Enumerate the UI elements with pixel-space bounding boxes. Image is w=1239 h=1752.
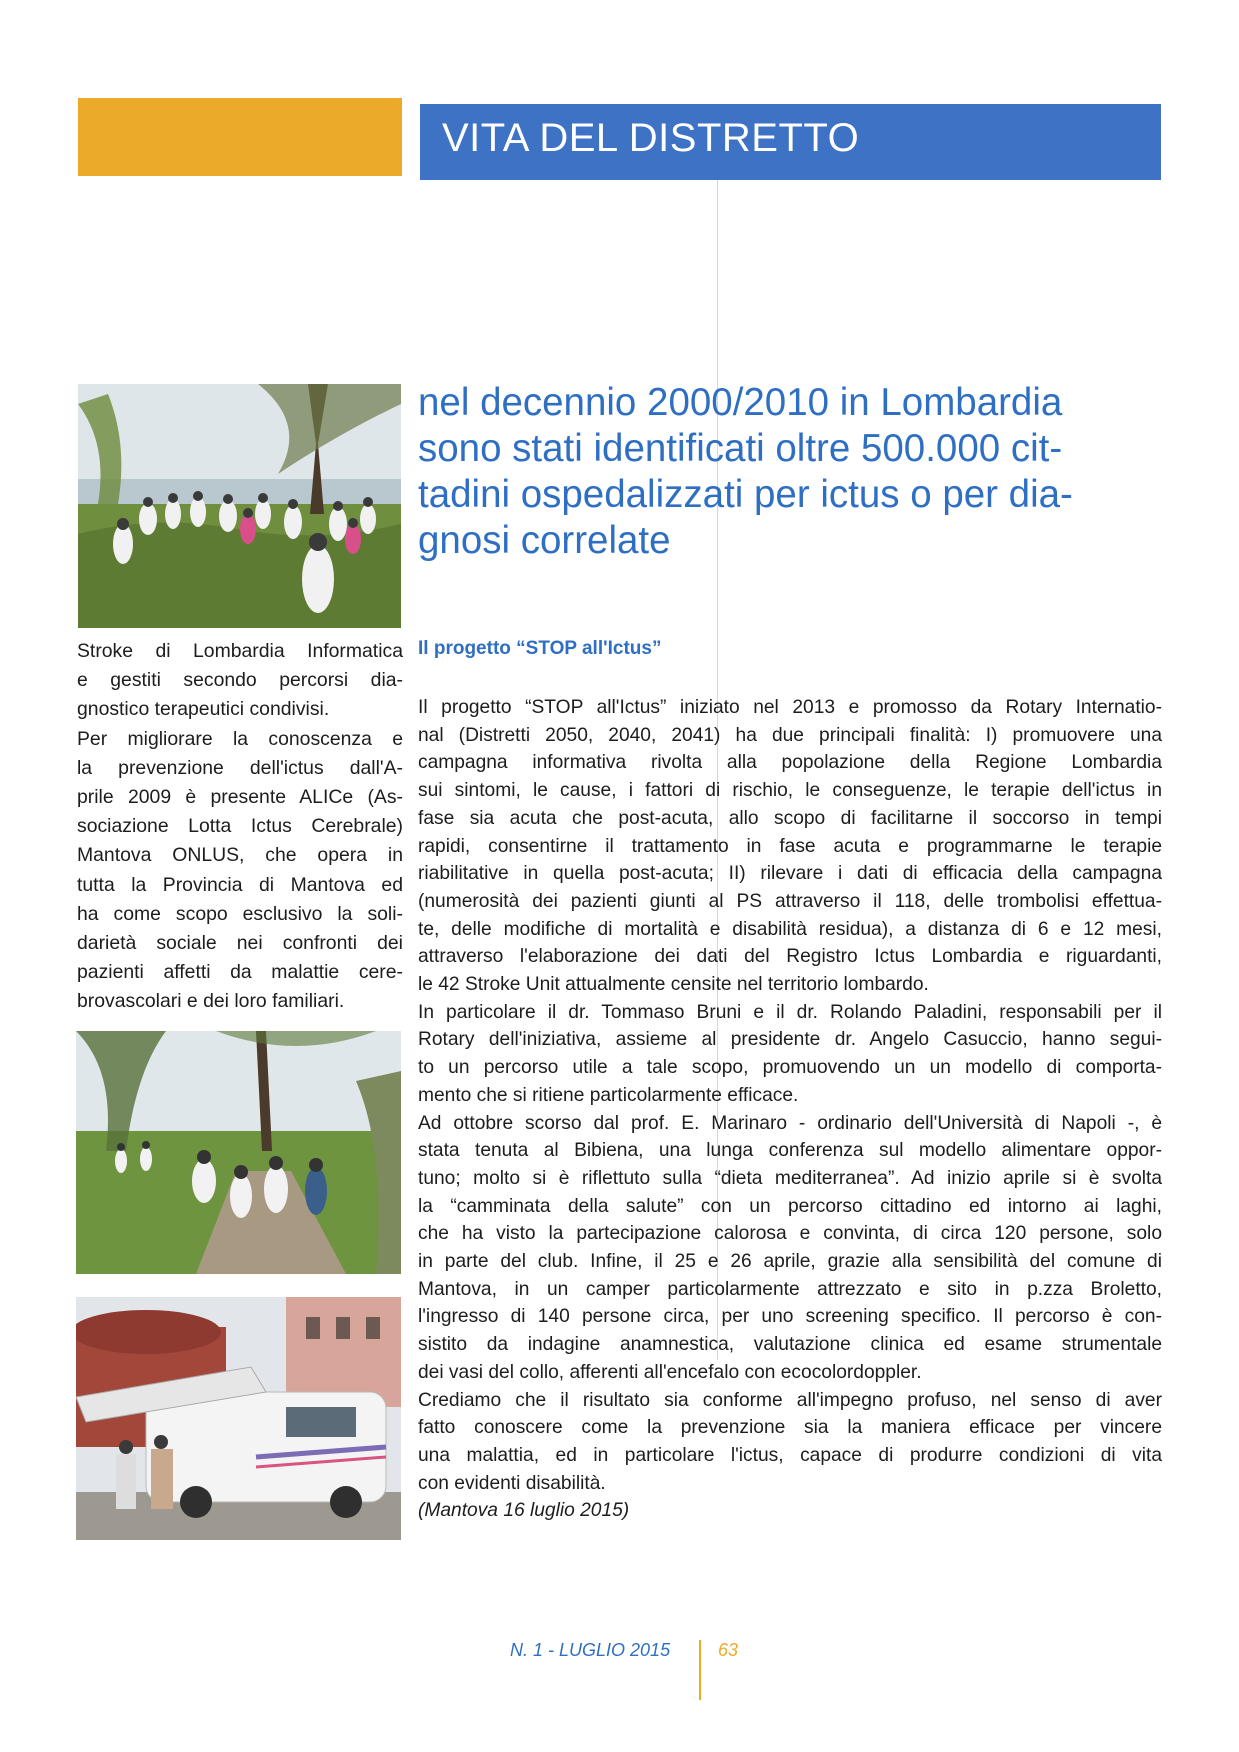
sidebar-line: la prevenzione dell'ictus dall'A- (77, 756, 403, 779)
photo-walk-participants (78, 384, 401, 628)
sidebar-paragraph (77, 637, 403, 1017)
article-line: Mantova, in un camper particolarmente attrezzato e sito in p.zza Broletto, (418, 1278, 1162, 1300)
article-line: to un percorso utile a tale scopo, promuovendo un un modello di comporta- (418, 1057, 1162, 1079)
article-line: (numerosità dei pazienti giunti al PS attraverso il 118, delle trombolisi effettua- (418, 890, 1162, 912)
article-line: campagna informativa rivolta alla popolazione della Regione Lombardia (418, 752, 1162, 774)
headline-quote (418, 380, 1168, 564)
article-line: fatto conoscere come la prevenzione sia la maniera efficace per vincere (418, 1417, 1162, 1439)
article-line: in parte del club. Infine, il 25 e 26 aprile, grazie alla sensibilità del comune di (418, 1251, 1162, 1273)
article-line: rapidi, consentirne il trattamento in fase acuta e programmarne le terapie (418, 835, 1162, 857)
header-orange-bar (78, 98, 402, 176)
sidebar-line: Stroke di Lombardia Informatica (77, 640, 403, 662)
section-title: VITA DEL DISTRETTO (442, 116, 860, 160)
article-line: fase sia acuta che post-acuta, allo scopo di facilitarne il soccorso in tempi (418, 807, 1162, 829)
article-line: che ha visto la partecipazione calorosa e convinta, di circa 120 persone, solo (418, 1223, 1162, 1245)
article-line: Ad ottobre scorso dal prof. E. Marinaro - ordinario dell'Università di Napoli -, è (418, 1112, 1162, 1134)
headline-line: tadini ospedalizzati per ictus o per dia- (418, 473, 1073, 516)
article-line: tuno; molto si è riflettuto sulla “dieta mediterranea”. Ad inizio aprile si è svolta (418, 1167, 1162, 1189)
photo-walk-path (76, 1031, 401, 1274)
sidebar-line: sociazione Lotta Ictus Cerebrale) (77, 815, 403, 838)
footer-issue-label: N. 1 - LUGLIO 2015 (510, 1640, 671, 1660)
photo-screening-camper (76, 1297, 401, 1540)
article-line: nal (Distretti 2050, 2040, 2041) ha due principali finalità: I) promuovere una (418, 724, 1162, 746)
article-line: stata tenuta al Bibiena, una lunga conferenza sul modello alimentare oppor- (418, 1140, 1162, 1162)
article-line: sistito da indagine anamnestica, valutazione clinica ed esame strumentale (418, 1334, 1162, 1356)
headline-line: sono stati identificati oltre 500.000 cit- (418, 427, 1063, 470)
article-line: una malattia, ed in particolare l'ictus, capace di produrre condizioni di vita (418, 1444, 1162, 1466)
article-line: Il progetto “STOP all'Ictus” iniziato nel 2013 e promosso da Rotary Internatio- (418, 697, 1162, 718)
article-line: dei vasi del collo, afferenti all'encefalo con ecocolordoppler. (418, 1361, 922, 1383)
article-body (418, 694, 1162, 1525)
article-line: l'ingresso di 140 persone circa, per uno screening specifico. Il percorso è con- (418, 1306, 1162, 1328)
article-line: attraverso l'elaborazione dei dati del Registro Ictus Lombardia e riguardanti, (418, 946, 1162, 968)
headline-line: nel decennio 2000/2010 in Lombardia (418, 381, 1063, 424)
article-line: sui sintomi, le cause, i fattori di rischio, le conseguenze, le terapie dell'ictus in (418, 780, 1162, 802)
sidebar-line: tutta la Provincia di Mantova ed (77, 873, 403, 896)
article-line: te, delle modifiche di mortalità e disabilità residua), a distanza di 6 e 12 mesi, (418, 918, 1162, 940)
footer-divider (699, 1640, 701, 1700)
footer-page-number: 63 (718, 1640, 739, 1660)
article-line: con evidenti disabilità. (418, 1472, 606, 1494)
sidebar-line: Mantova ONLUS, che opera in (77, 844, 403, 867)
sidebar-line: ha come scopo esclusivo la soli- (77, 902, 403, 925)
article-heading: Il progetto “STOP all'Ictus” (418, 638, 662, 659)
article-date: (Mantova 16 luglio 2015) (418, 1500, 630, 1522)
sidebar-line: gnostico terapeutici condivisi. (77, 698, 330, 721)
article-line: riabilitative in quella post-acuta; II) rilevare i dati di efficacia della campagna (418, 863, 1162, 885)
sidebar-line: prile 2009 è presente ALICe (As- (77, 786, 403, 809)
sidebar-line: brovascolari e dei loro familiari. (77, 990, 345, 1013)
article-line: Crediamo che il risultato sia conforme all'impegno profuso, nel senso di aver (418, 1389, 1162, 1411)
sidebar-line: Per migliorare la conoscenza e (77, 727, 403, 750)
sidebar-line: e gestiti secondo percorsi dia- (77, 669, 403, 692)
article-line: la “camminata della salute” con un percorso cittadino ed intorno ai laghi, (418, 1195, 1162, 1217)
article-line: mento che si ritiene particolarmente efficace. (418, 1084, 799, 1106)
article-line: le 42 Stroke Unit attualmente censite nel territorio lombardo. (418, 974, 929, 996)
article-line: In particolare il dr. Tommaso Bruni e il dr. Rolando Paladini, responsabili per il (418, 1001, 1162, 1023)
headline-line: gnosi correlate (418, 519, 671, 562)
sidebar-line: darietà sociale nei confronti dei (77, 932, 403, 955)
sidebar-line: pazienti affetti da malattie cere- (77, 961, 403, 984)
article-line: Rotary dell'iniziativa, assieme al presidente dr. Angelo Casuccio, hanno segui- (418, 1029, 1162, 1051)
